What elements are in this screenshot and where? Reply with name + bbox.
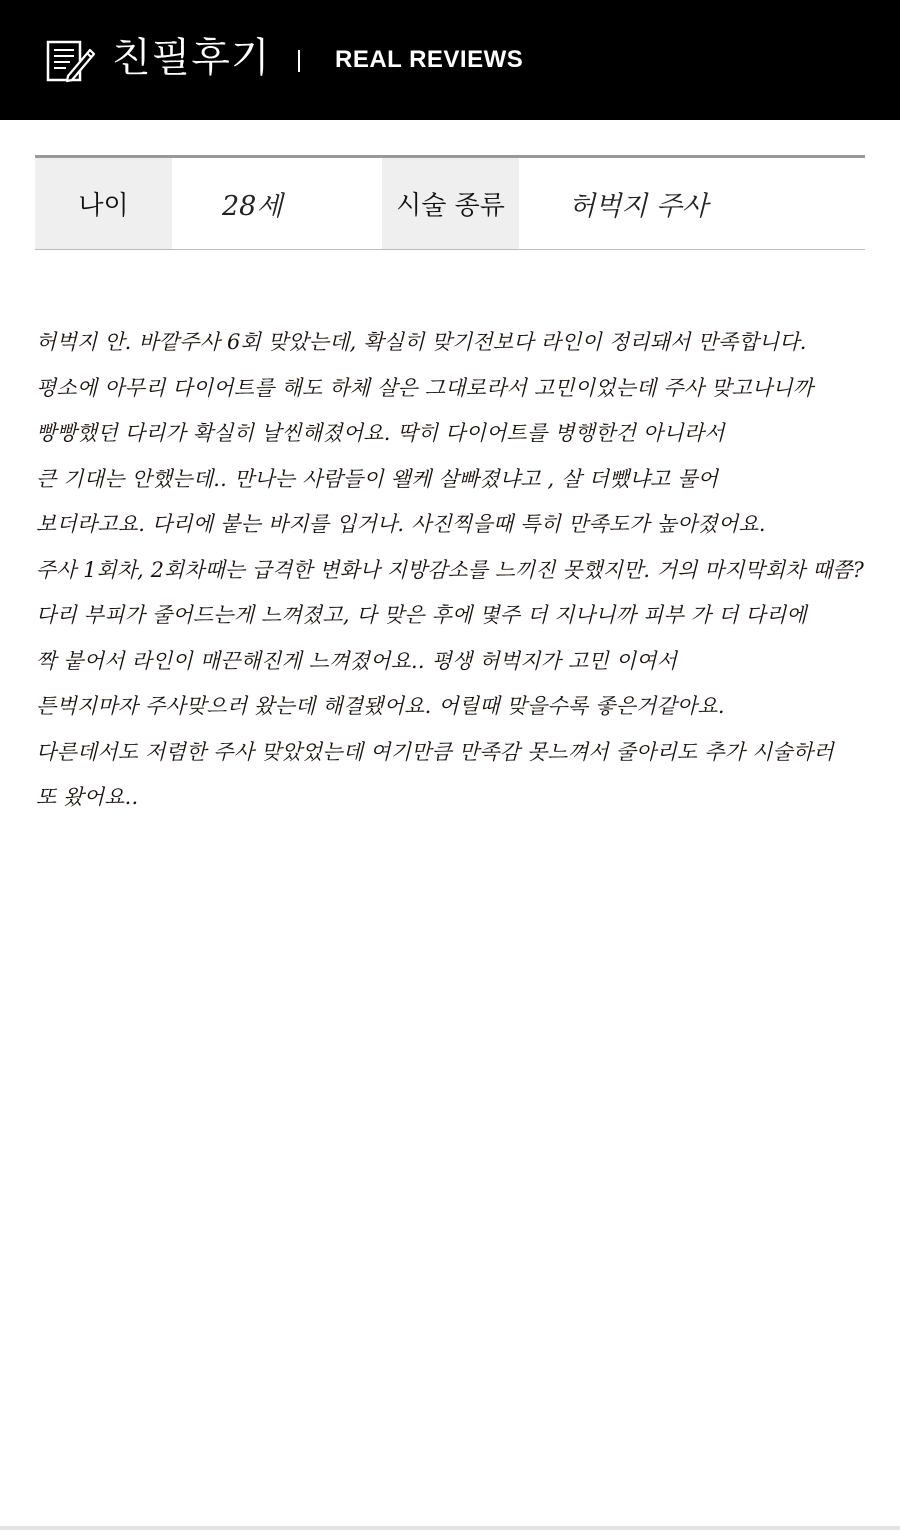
review-line: 짝 붙어서 라인이 매끈해진게 느껴졌어요.. 평생 허벅지가 고민 이여서	[36, 648, 678, 673]
review-info-table	[35, 155, 865, 250]
handwritten-review	[36, 320, 866, 821]
review-line: 허벅지 안. 바깥주사 6회 맞았는데, 확실히 맞기전보다 라인이 정리돼서 만족합니다.	[36, 330, 807, 354]
age-label: 나이	[35, 158, 172, 249]
review-line: 보더라고요. 다리에 붙는 바지를 입거나. 사진찍을때 특히 만족도가 높아졌어요.	[36, 512, 766, 536]
review-line: 주사 1회차, 2회차때는 급격한 변화나 지방감소를 느끼진 못했지만. 거의 마지막회차 때쯤?	[36, 557, 865, 582]
review-line: 다른데서도 저렴한 주사 맞았었는데 여기만큼 만족감 못느껴서 줄아리도 추가 시술하러	[36, 739, 834, 764]
bottom-divider	[0, 1526, 900, 1530]
review-line: 빵빵했던 다리가 확실히 날씬해졌어요. 딱히 다이어트를 병행한건 아니라서	[36, 421, 725, 445]
review-line: 또 왔어요..	[36, 785, 139, 809]
review-line: 튼벅지마자 주사맞으러 왔는데 해결됐어요. 어릴때 맞을수록 좋은거같아요.	[36, 694, 725, 718]
page-header	[0, 0, 900, 120]
page-title: 친필후기	[112, 35, 271, 81]
memo-pencil-icon	[46, 38, 96, 84]
page-subtitle: REAL REVIEWS	[335, 46, 524, 73]
treatment-type-value: 허벅지 주사	[569, 191, 708, 222]
review-line: 평소에 아무리 다이어트를 해도 하체 살은 그대로라서 고민이었는데 주사 맞고나니까	[36, 375, 814, 400]
header-divider	[298, 50, 300, 72]
review-line: 다리 부피가 줄어드는게 느껴졌고, 다 맞은 후에 몇주 더 지나니까 피부 가 더 다리에	[36, 603, 807, 627]
age-value: 28세	[222, 191, 283, 222]
review-line: 큰 기대는 안했는데.. 만나는 사람들이 왤케 살빠졌냐고 , 살 더뺐냐고 물어	[36, 466, 719, 491]
treatment-type-label: 시술 종류	[382, 158, 519, 249]
